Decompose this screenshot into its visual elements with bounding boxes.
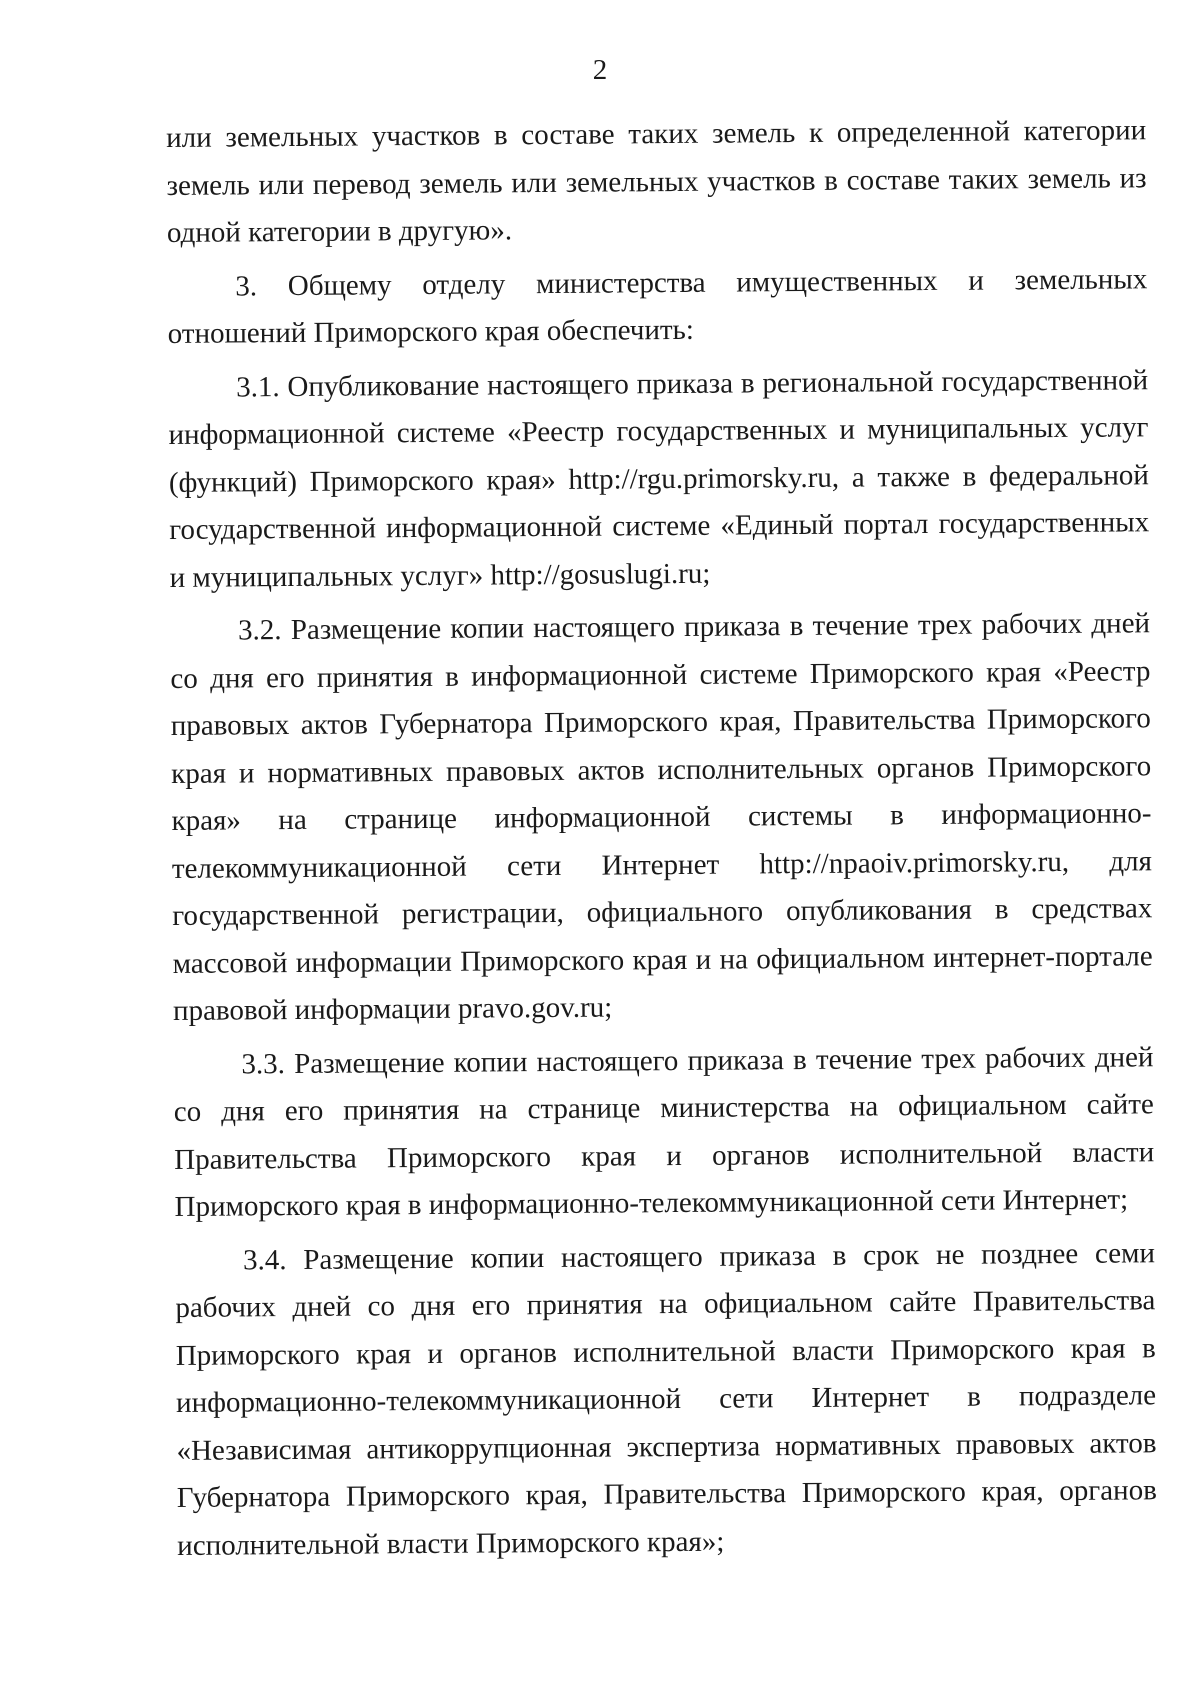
paragraph-item-3-4: 3.4. Размещение копии настоящего приказа в срок не позднее семи рабочих дней со дня его принятия на официальном сайте Правительства Приморского края и органов исполнительной власти Приморского края в информационно-телекоммуникационной сети Интернет в подразделе «Независимая антикоррупционная экспертиза нормативных правовых актов Губернатора Приморского края, Правительства Приморского края, органов исполнительной власти Приморского края»; [175,1236,1157,1562]
paragraph-item-3-1: 3.1. Опубликование настоящего приказа в региональной государственной информационной системе «Реестр государственных и муниципальных услуг (функций) Приморского края» http://rgu.primorsky.ru, а также в федеральной государственной информационной системе «Единый портал государственных и муниципальных услуг» http://gosuslugi.ru; [168,363,1150,594]
paragraph-continuation: или земельных участков в составе таких земель к определенной категории земель или перевод земель или земельных участков в составе таких земель из одной категории в другую». [166,114,1147,249]
document-body [166,107,1157,1570]
page-number: 2 [592,54,608,86]
paragraph-item-3-2: 3.2. Размещение копии настоящего приказа в течение трех рабочих дней со дня его принятия в информационной системе Приморского края «Реестр правовых актов Губернатора Приморского края, Правительства Приморского края и нормативных правовых актов исполнительных органов Приморского края» на странице информационной системы в информационно-телекоммуникационной сети Интернет http://npaoiv.primorsky.ru, для государственной регистрации, официального опубликования в средствах массовой информации Приморского края и на официальном интернет-портале правовой информации pravo.gov.ru; [170,607,1153,1027]
paragraph-item-3: 3. Общему отделу министерства имущественных и земельных отношений Приморского края обеспечить: [167,262,1148,350]
paragraph-item-3-3: 3.3. Размещение копии настоящего приказа в течение трех рабочих дней со дня его принятия на странице министерства на официальном сайте Правительства Приморского края и органов исполнительной власти Приморского края в информационно-телекоммуникационной сети Интернет; [173,1040,1155,1223]
